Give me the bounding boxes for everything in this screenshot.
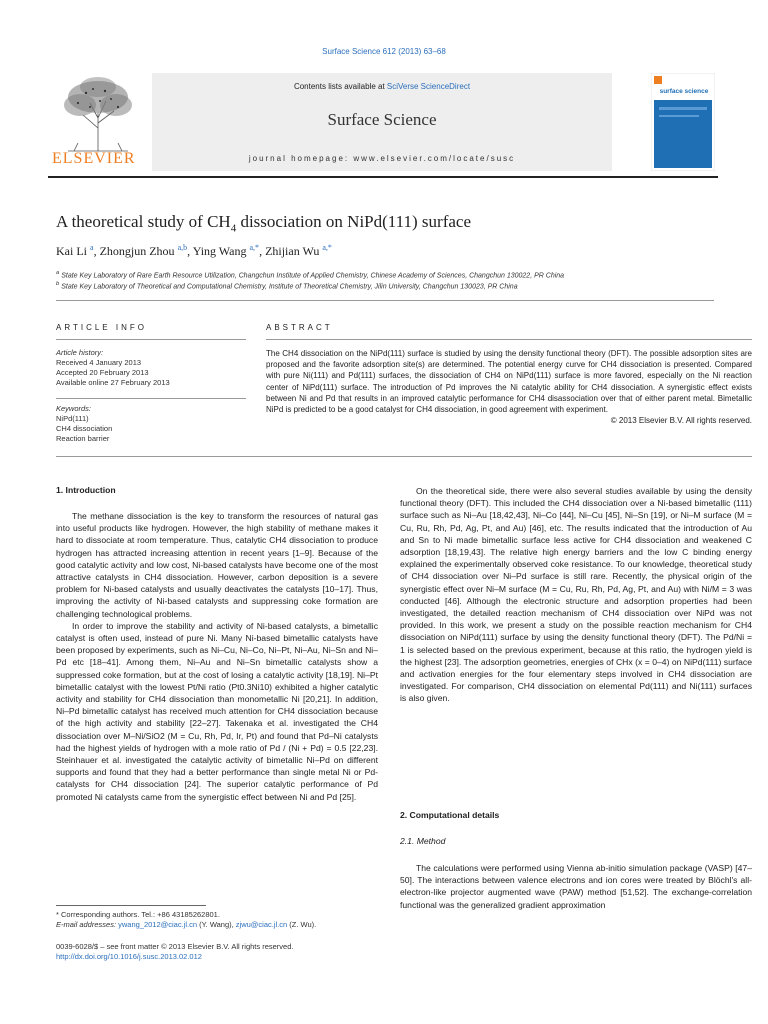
keyword: CH4 dissociation — [56, 424, 113, 433]
elsevier-wordmark: ELSEVIER — [52, 150, 136, 167]
affiliation-sup: b — [56, 281, 60, 287]
abstract-text: The CH4 dissociation on the NiPd(111) surface is studied by using the density functional theory (DFT). The possible adsorption sites are proposed and the favorite adsorption site(s) are determined. The potential energy curve for CH4 dissociation is presented. Compared with pure Ni(111) and Pd(111) surfaces, the dissociation of CH4 on NiPd(111) surface is more favored, especially on the Ni reaction center of NiPd(111) surface. The introduction of Pd improves the Ni catalytic ability for CH4 dissociation. A synergistic effect exists between Ni and Pd that results in an improved catalytic performance for CH4 disassociation over that of either parent metal. Bimetallic NiPd is predicted to be a good catalyst for CH4 dissociation, in good agreement with experiment. — [266, 349, 752, 415]
cover-title: surface science — [659, 88, 709, 95]
affiliation-text: State Key Laboratory of Rare Earth Resource Utilization, Changchun Institute of Applied Chemistry, Chinese Academy of Sciences, Changchun 130022, PR China — [61, 272, 565, 280]
author-affiliation-sup[interactable]: a — [90, 243, 94, 252]
affiliation-a — [56, 270, 564, 279]
right-column — [400, 485, 752, 705]
email-line — [56, 920, 378, 930]
accepted-date: Accepted 20 February 2013 — [56, 368, 149, 377]
affiliation-text: State Key Laboratory of Theoretical and Computational Chemistry, Institute of Theoretical Chemistry, Jilin University, Changchun 130023, PR China — [61, 283, 518, 291]
history-label: Article history: — [56, 348, 104, 357]
online-date: Available online 27 February 2013 — [56, 378, 170, 387]
received-date: Received 4 January 2013 — [56, 358, 142, 367]
affiliation-sup: a — [56, 270, 60, 276]
keyword: NiPd(111) — [56, 414, 89, 423]
article-info-heading: ARTICLE INFO — [56, 323, 147, 332]
sciencedirect-link[interactable]: SciVerse ScienceDirect — [386, 82, 471, 91]
header-rule — [48, 176, 718, 178]
author-list: Kai Li $^a$, Zhongjun Zhou $^{a,b}$, Ying Wang $^{a,*}$, Zhijian Wu $^{a,*}$ — [56, 243, 332, 258]
title-part-1: A theoretical study of CH — [56, 212, 231, 231]
author-name: Zhijian Wu — [265, 244, 320, 258]
author-affiliation-sup[interactable]: a,* — [249, 243, 260, 252]
keywords — [56, 404, 246, 444]
author-affiliation-sup[interactable]: a,b — [177, 243, 188, 252]
theory-paragraph: On the theoretical side, there were also several studies available by using the density functional theory (DFT). This included the CH4 dissociation over a Ni-based bimetallic (111) surface such as Ni–Au [18,42,43], Ni–Co [44], Ni–Cu [45], Ni–Sn [19], or Ni–M surface (M = Cu, Ru, Rh, Pd, Ag, Pt, and Au) [46], etc. The results indicated that the introduction of Au and Sn to Ni made bimetallic surface less active for CH4 dissociation and weakened C adsorption [18,19,43]. The relative high energy barriers and the low C binding energy explained the experimentally observed coke resistance. To our knowledge, theoretical study of CH4 dissociation over Ni–Pd surface is still rare. Recently, the physical origin of the synergistic effect over Ni–M surface (M = Cu, Ru, Rh, Pd, Ag, Pt, and Au) with Ni/M = 3 was conducted [46]. Although the electronic structure and adsorption properties had been investigated, the detailed reaction mechanism of CH4 dissociation over NiPd was not provided. In this work, we present a study on the possible reaction mechanism for CH4 dissociation on NiPd(111) surface by using the density functional theory (DFT). The Pd/Ni = 1 is selected based on the previous experiment, because at this ratio, the hydrogen yield is the highest [23]. The adsorption geometries, energies of CHx (x = 0–4) on NiPd(111) surface and activation energies for the four elementary steps involved in CH4 dissociation are investigated. For comparison, CH4 dissociation on elemental Pd(111) and Ni(111) surfaces is also given. — [400, 486, 752, 704]
email-owner: (Y. Wang), — [197, 920, 236, 929]
article-history — [56, 348, 246, 388]
intro-paragraph: The methane dissociation is the key to transform the resources of natural gas into useful products like hydrogen. However, the high stability of methane makes it hard to dissociate at room temperature. Thus, catalytic CH4 dissociation to produce hydrogen has attracted increasing attention in recent years [1–9]. Because of the good catalytic activity and low cost, Ni-based catalysts have become one of the most attractive catalysts in CH4 dissociation. However, carbon deposition is a severe problem for Ni-based catalysts and usually deactivates the catalysts [10–17]. Thus, improving the activity of Ni-based catalysts and suppressing coke formation are challenging technological problems. — [56, 511, 378, 619]
article-title — [56, 212, 471, 234]
method-column — [400, 862, 752, 911]
info-rule — [56, 398, 246, 399]
front-matter-block — [56, 942, 396, 962]
email-owner: (Z. Wu). — [287, 920, 317, 929]
abstract-heading: ABSTRACT — [266, 323, 333, 332]
computational-heading: 2. Computational details — [400, 810, 500, 820]
intro-column — [56, 510, 378, 803]
contents-line — [152, 82, 612, 91]
method-subheading: 2.1. Method — [400, 836, 446, 846]
doi-link[interactable]: http://dx.doi.org/10.1016/j.susc.2013.02.012 — [56, 952, 202, 961]
intro-paragraph: In order to improve the stability and activity of Ni-based catalysts, a bimetallic catalyst is often used, instead of pure Ni. Many Ni-based bimetallic catalysts have been proposed by experiments, such as Ni–Cu, Ni–Co, Ni–Pt, Ni–Au, Ni–Sn and Ni–Pd etc [18–41]. Among them, Ni–Au and Ni–Sn bimetallic catalysts show a suppressed coke formation, but at the cost of losing a catalytic activity [18,19]. Ni–Pt bimetallic catalyst with the lowest Pt/Ni ratio (Pt0.3Ni10) exhibited a higher catalytic activity and stability for CH4 dissociation than monometallic Ni [20,21]. In addition, Ni–Pd bimetallic catalyst has received much attention for CH4 dissociation because of the high activity and stability [22–27]. Takenaka et al. investigated the CH4 dissociation over M–Ni/SiO2 (M = Cu, Rh, Pd, Ir, Pt) and found that Pd–Ni catalysts had the highest yields of hydrogen with a mole ratio of Pd / (Ni + Pd) = 0.5 [22,23]. Steinhauer et al. investigated the catalytic activity of bimetallic Ni–Pd on different supports and found that they had a better performance than single metal Ni or Pd-catalysts for CH4 dissociation [24]. The superior catalytic performance of Pd promoted Ni catalysts came from the synergistic effect between Ni and Pd [25]. — [56, 620, 378, 802]
affiliation-b — [56, 281, 518, 290]
keywords-label: Keywords: — [56, 404, 92, 413]
keyword: Reaction barrier — [56, 434, 110, 443]
author-name: Ying Wang — [192, 244, 247, 258]
abstract-bottom-rule — [56, 456, 752, 457]
journal-citation[interactable]: Surface Science 612 (2013) 63–68 — [322, 47, 446, 56]
footnote-rule — [56, 905, 206, 906]
title-subscript: 4 — [230, 222, 237, 235]
section-rule — [56, 300, 714, 301]
corresponding-authors: * Corresponding authors. Tel.: +86 43185262801. — [56, 910, 220, 919]
email-link-wu[interactable]: zjwu@ciac.jl.cn — [235, 920, 288, 929]
copyright: © 2013 Elsevier B.V. All rights reserved. — [610, 416, 752, 426]
journal-cover-thumbnail[interactable] — [651, 73, 715, 171]
journal-name: Surface Science — [327, 110, 437, 129]
journal-homepage[interactable]: journal homepage: www.elsevier.com/locate/susc — [248, 154, 516, 163]
footnote-block — [56, 910, 378, 930]
abstract-rule — [266, 339, 752, 340]
abstract-body — [266, 348, 752, 426]
method-paragraph: The calculations were performed using Vienna ab-initio simulation package (VASP) [47–50]. The interactions between valence electrons and ion cores were treated by Blöchl's all-electron-like projector augmented wave (PAW) method [51,52]. The exchange-correlation functional was the generalized gradient approximation — [400, 863, 752, 910]
author-name: Kai Li — [56, 244, 87, 258]
email-label: E-mail addresses: — [56, 920, 119, 929]
info-rule — [56, 339, 246, 340]
email-link-wang[interactable]: ywang_2012@ciac.jl.cn — [118, 920, 198, 929]
intro-heading: 1. Introduction — [56, 485, 116, 495]
title-part-2: dissociation on NiPd(111) surface — [236, 212, 472, 231]
contents-prefix: Contents lists available at — [293, 82, 387, 91]
author-affiliation-sup[interactable]: a,* — [322, 243, 332, 252]
issn-line: 0039-6028/$ – see front matter © 2013 Elsevier B.V. All rights reserved. — [56, 942, 294, 951]
author-name: Zhongjun Zhou — [99, 244, 175, 258]
